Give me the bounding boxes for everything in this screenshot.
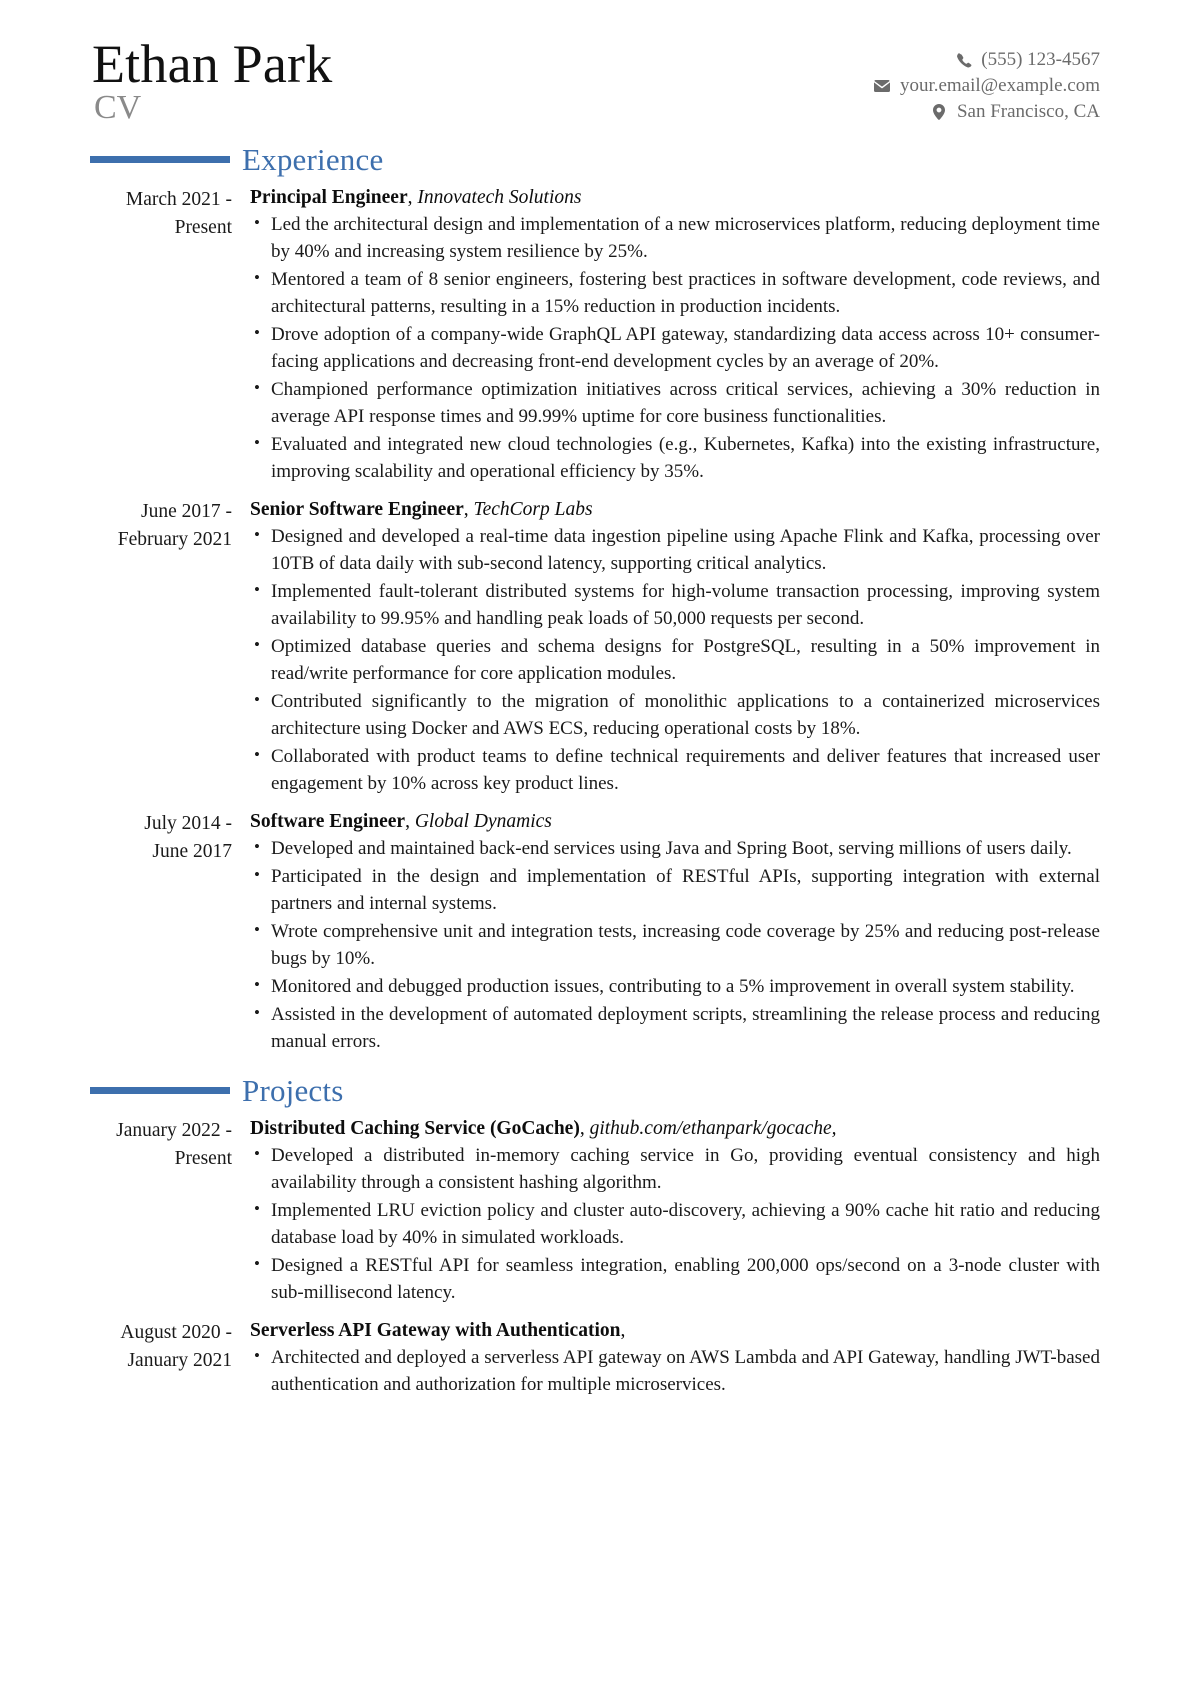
- entry-organization: Global Dynamics: [414, 810, 552, 832]
- contact-email-text: your.email@example.com: [899, 74, 1100, 96]
- entry-date-start: August 2020 -: [120, 1322, 232, 1344]
- list-item: • Participated in the design and implementation of RESTful APIs, supporting integration with external partners and internal systems.: [250, 864, 1100, 918]
- page-subtitle: CV: [94, 89, 142, 127]
- entry-date: [90, 809, 232, 867]
- section-projects: [90, 1072, 1100, 1400]
- project-name: Serverless API Gateway with Authentication: [250, 1320, 621, 1342]
- envelope-icon: [874, 78, 891, 95]
- entry-date: [90, 1116, 232, 1174]
- experience-entry: [90, 497, 1100, 799]
- entry-title: [250, 809, 1100, 835]
- cv-header: [90, 30, 1100, 126]
- project-entry: [90, 1116, 1100, 1308]
- experience-entry: [90, 809, 1100, 1057]
- contact-email[interactable]: [874, 76, 1100, 97]
- entry-separator: ,: [620, 1320, 626, 1342]
- list-item: • Optimized database queries and schema designs for PostgreSQL, resulting in a 50% improvement in read/write performance for core application modules.: [250, 634, 1100, 688]
- entry-separator: ,: [579, 1117, 590, 1139]
- location-pin-icon: [931, 104, 948, 121]
- section-rule: [90, 1087, 230, 1094]
- list-item: • Wrote comprehensive unit and integration tests, increasing code coverage by 25% and reducing post-release bugs by 10%.: [250, 919, 1100, 973]
- list-item: • Assisted in the development of automated deployment scripts, streamlining the release process and reducing manual errors.: [250, 1002, 1100, 1056]
- entry-date-end: Present: [174, 217, 232, 239]
- entry-title: [250, 1318, 1100, 1344]
- list-item: • Led the architectural design and implementation of a new microservices platform, reducing deployment time by 40% and increasing system resilience by 25%.: [250, 212, 1100, 266]
- entry-bullets: [250, 1143, 1100, 1307]
- entry-separator: ,: [407, 186, 418, 208]
- entry-date-start: July 2014 -: [144, 812, 232, 834]
- list-item: • Architected and deployed a serverless API gateway on AWS Lambda and API Gateway, handling JWT-based authentication and authorization for multiple microservices.: [250, 1345, 1100, 1399]
- project-entry: [90, 1318, 1100, 1400]
- contact-block: [874, 36, 1100, 123]
- entry-date-start: June 2017 -: [141, 500, 232, 522]
- entry-bullets: [250, 1345, 1100, 1399]
- entry-title: [250, 497, 1100, 523]
- entry-bullets: [250, 836, 1100, 1056]
- list-item: • Developed a distributed in-memory caching service in Go, providing eventual consistency and high availability through a consistent hashing algorithm.: [250, 1143, 1100, 1197]
- entry-title: [250, 185, 1100, 211]
- section-header-experience: [90, 141, 1100, 177]
- entry-bullets: [250, 524, 1100, 798]
- contact-phone[interactable]: [955, 50, 1100, 71]
- entry-organization: Innovatech Solutions: [417, 186, 582, 208]
- entry-organization: TechCorp Labs: [473, 498, 593, 520]
- project-name: Distributed Caching Service (GoCache): [250, 1117, 580, 1139]
- experience-entry: [90, 185, 1100, 487]
- entry-bullets: [250, 212, 1100, 486]
- section-title-experience: Experience: [242, 141, 384, 177]
- section-header-projects: [90, 1072, 1100, 1108]
- entry-date-start: January 2022 -: [116, 1119, 232, 1141]
- entry-date-end: Present: [174, 1148, 232, 1170]
- list-item: • Monitored and debugged production issues, contributing to a 5% improvement in overall system stability.: [250, 974, 1100, 1001]
- section-experience: [90, 141, 1100, 1057]
- entry-date-end: January 2021: [127, 1350, 232, 1372]
- section-rule: [90, 156, 230, 163]
- entry-separator: ,: [463, 498, 474, 520]
- contact-location-text: San Francisco, CA: [956, 100, 1100, 122]
- entry-date-end: February 2021: [117, 529, 232, 551]
- entry-body: [232, 809, 1100, 1057]
- contact-location[interactable]: [931, 102, 1100, 123]
- entry-role: Senior Software Engineer: [250, 498, 464, 520]
- list-item: • Contributed significantly to the migration of monolithic applications to a containerized microservices architecture using Docker and AWS ECS, reducing operational costs by 18%.: [250, 689, 1100, 743]
- entry-date-start: March 2021 -: [125, 188, 232, 210]
- list-item: • Mentored a team of 8 senior engineers, fostering best practices in software development, code reviews, and architectural patterns, resulting in a 15% reduction in production incidents.: [250, 267, 1100, 321]
- list-item: • Collaborated with product teams to define technical requirements and deliver features that increased user engagement by 10% across key product lines.: [250, 744, 1100, 798]
- phone-icon: [955, 52, 972, 69]
- contact-phone-text: (555) 123-4567: [981, 49, 1100, 70]
- list-item: • Championed performance optimization initiatives across critical services, achieving a 30% reduction in average API response times and 99.99% uptime for core business functionalities.: [250, 377, 1100, 431]
- entry-separator: ,: [405, 810, 415, 832]
- list-item: • Drove adoption of a company-wide GraphQL API gateway, standardizing data access across 10+ consumer-facing applications and decreasing front-end development cycles by an average of 20%.: [250, 322, 1100, 376]
- entry-date: [90, 1318, 232, 1376]
- entry-date-end: June 2017: [152, 841, 232, 863]
- list-item: • Implemented LRU eviction policy and cluster auto-discovery, achieving a 90% cache hit ratio and reducing database load by 40% in simulated workloads.: [250, 1198, 1100, 1252]
- entry-body: [232, 1318, 1100, 1400]
- project-url[interactable]: github.com/ethanpark/gocache,: [589, 1117, 837, 1139]
- entry-role: Principal Engineer: [250, 186, 408, 208]
- entry-body: [232, 497, 1100, 799]
- name-block: [90, 36, 332, 126]
- list-item: • Developed and maintained back-end services using Java and Spring Boot, serving millions of users daily.: [250, 836, 1100, 863]
- list-item: • Implemented fault-tolerant distributed systems for high-volume transaction processing, improving system availability to 99.95% and handling peak loads of 50,000 requests per second.: [250, 579, 1100, 633]
- section-title-projects: Projects: [242, 1072, 344, 1108]
- list-item: • Evaluated and integrated new cloud technologies (e.g., Kubernetes, Kafka) into the existing infrastructure, improving scalability and operational efficiency by 35%.: [250, 432, 1100, 486]
- entry-body: [232, 1116, 1100, 1308]
- entry-date: [90, 185, 232, 243]
- entry-title: [250, 1116, 1100, 1142]
- list-item: • Designed and developed a real-time data ingestion pipeline using Apache Flink and Kafka, processing over 10TB of data daily with sub-second latency, supporting critical analytics.: [250, 524, 1100, 578]
- page-title: Ethan Park: [92, 34, 333, 94]
- entry-body: [232, 185, 1100, 487]
- list-item: • Designed a RESTful API for seamless integration, enabling 200,000 ops/second on a 3-node cluster with sub-millisecond latency.: [250, 1253, 1100, 1307]
- entry-role: Software Engineer: [250, 810, 406, 832]
- entry-date: [90, 497, 232, 555]
